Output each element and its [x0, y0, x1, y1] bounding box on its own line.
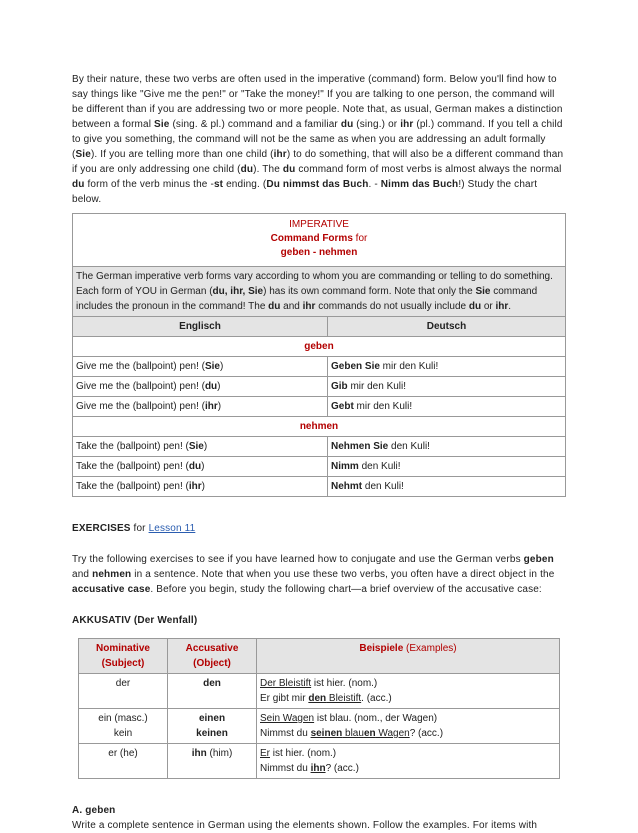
lesson-11-link[interactable]: Lesson 11 — [148, 523, 196, 534]
english-cell: Give me the (ballpoint) pen! (du) — [73, 377, 328, 397]
german-cell: Gebt mir den Kuli! — [328, 397, 566, 417]
column-header-deutsch: Deutsch — [328, 317, 566, 337]
english-cell: Take the (ballpoint) pen! (ihr) — [73, 477, 328, 497]
table-row — [73, 357, 566, 377]
german-cell: Geben Sie mir den Kuli! — [328, 357, 566, 377]
imperative-note: The German imperative verb forms vary according to whom you are commanding or telling to do something. Each form of YOU in German (du, ihr, Sie) has its own command form. Note that only the Sie command includes the pronoun in the command! The du and ihr commands do not usually include du or ihr. — [73, 267, 566, 317]
akkusativ-table — [78, 638, 560, 779]
table-row — [73, 437, 566, 457]
nominative-cell: ein (masc.) kein — [79, 709, 168, 744]
exercises-intro: Try the following exercises to see if you have learned how to conjugate and use the German verbs geben and nehmen in a sentence. Note that when you use these two verbs, you often have a direct object in the accusative case. Before you begin, study the following chart—a brief overview of the accusative case: — [72, 554, 555, 595]
german-cell: Nimm den Kuli! — [328, 457, 566, 477]
verb-header-geben: geben — [73, 337, 566, 357]
nominative-cell: er (he) — [79, 744, 168, 779]
table-row — [79, 744, 560, 779]
page-content — [72, 72, 566, 833]
english-cell: Take the (ballpoint) pen! (Sie) — [73, 437, 328, 457]
german-cell: Nehmen Sie den Kuli! — [328, 437, 566, 457]
example-cell: Der Bleistift ist hier. (nom.) Er gibt mir den Bleistift. (acc.) — [257, 674, 560, 709]
german-cell: Nehmt den Kuli! — [328, 477, 566, 497]
accusative-cell: den — [168, 674, 257, 709]
english-cell: Give me the (ballpoint) pen! (Sie) — [73, 357, 328, 377]
nominative-cell: der — [79, 674, 168, 709]
column-header-englisch: Englisch — [73, 317, 328, 337]
english-cell: Give me the (ballpoint) pen! (ihr) — [73, 397, 328, 417]
akkusativ-heading: AKKUSATIV (Der Wenfall) — [72, 615, 198, 626]
section-a-text: Write a complete sentence in German using the elements shown. Follow the examples. For items with — [72, 820, 538, 831]
example-cell: Sein Wagen ist blau. (nom., der Wagen) Nimmst du seinen blauen Wagen? (acc.) — [257, 709, 560, 744]
section-a-title: A. geben — [72, 805, 116, 816]
table-row — [73, 457, 566, 477]
german-cell: Gib mir den Kuli! — [328, 377, 566, 397]
header-beispiele: Beispiele (Examples) — [257, 639, 560, 674]
intro-paragraph: By their nature, these two verbs are often used in the imperative (command) form. Below you'll find how to say things like "Give me the pen!" or "Take the money!" If you are talking to one person, the command will be different than if you are addressing two or more people. Note that, as usual, German makes a distinction between a formal Sie (sing. & pl.) command and a familiar du (sing.) or ihr (pl.) command. If you tell a child to give you something, the command will not be the same as when you are addressing an adult formally (Sie). If you are telling more than one child (ihr) to do something, that will also be a different command than if you are only addressing one child (du). The du command form of most verbs is almost always the normal du form of the verb minus the -st ending. (Du nimmst das Buch. - Nimm das Buch!) Study the chart below. — [72, 74, 564, 205]
header-accusative: Accusative (Object) — [168, 639, 257, 674]
accusative-cell: ihn (him) — [168, 744, 257, 779]
exercises-heading: EXERCISES for Lesson 11 — [72, 523, 196, 534]
header-nominative: Nominative (Subject) — [79, 639, 168, 674]
accusative-cell: einen keinen — [168, 709, 257, 744]
imperative-table-title: IMPERATIVE Command Forms for geben - nehmen — [73, 214, 566, 267]
table-row — [73, 397, 566, 417]
table-row — [73, 477, 566, 497]
table-row — [79, 709, 560, 744]
imperative-table — [72, 213, 566, 497]
example-cell: Er ist hier. (nom.) Nimmst du ihn? (acc.) — [257, 744, 560, 779]
english-cell: Take the (ballpoint) pen! (du) — [73, 457, 328, 477]
table-row — [73, 377, 566, 397]
verb-header-nehmen: nehmen — [73, 417, 566, 437]
table-row — [79, 674, 560, 709]
